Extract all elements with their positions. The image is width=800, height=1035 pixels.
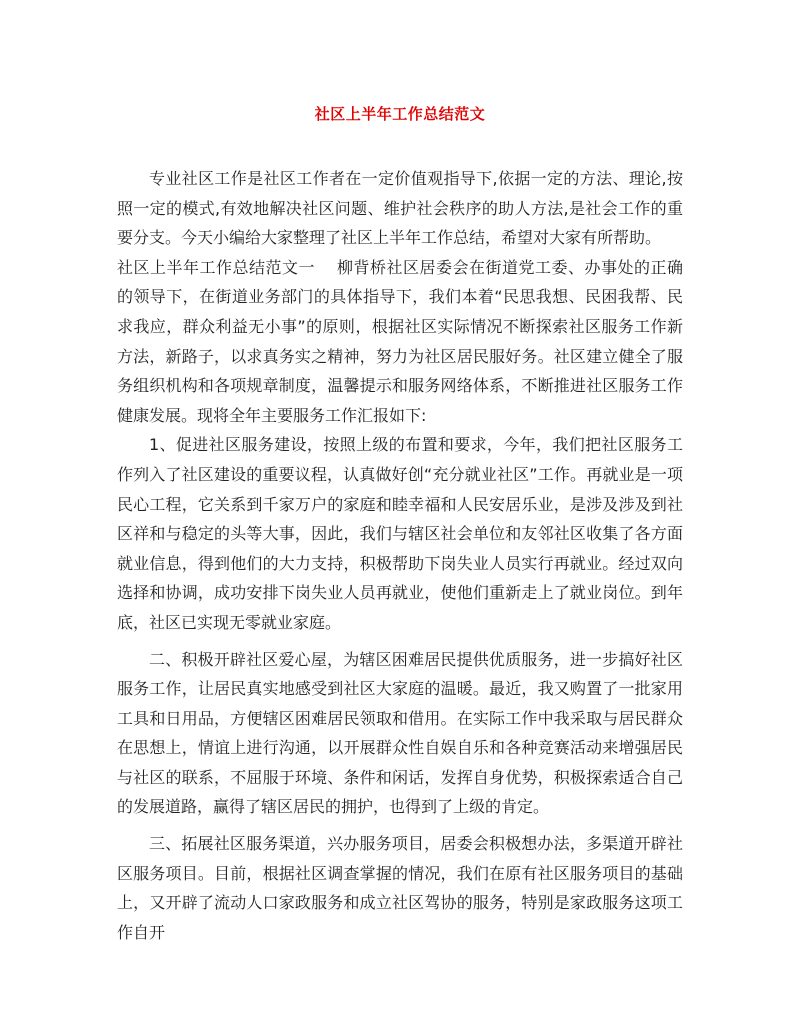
paragraph-2: 二、积极开辟社区爱心屋，为辖区困难居民提供优质服务，进一步搞好社区服务工作，让居民真实地感受到社区大家庭的温暖。最近，我又购置了一批家用工具和日用品，方便辖区困难居民领取和借用。在实际工作中我采取与居民群众在思想上，情谊上进行沟通，以开展群众性自娱自乐和各种竞赛活动来增强居民与社区的联系，不屈服于环境、条件和闲话，发挥自身优势，积极探索适合自己的发展道路，赢得了辖区居民的拥护，也得到了上级的肯定。 xyxy=(117,649,683,817)
intro-paragraph: 专业社区工作是社区工作者在一定价值观指导下,依据一定的方法、理论,按照一定的模式,有效地解决社区问题、维护社会秩序的助人方法,是社会工作的重要分支。今天小编给大家整理了社区上半年工作总结，希望对大家有所帮助。 xyxy=(117,169,683,248)
document-body xyxy=(117,164,683,947)
section-paragraph xyxy=(117,253,683,431)
section-text: 柳背桥社区居委会在街道党工委、办事处的正确的领导下，在街道业务部门的具体指导下，我们本着“民思我想、民困我帮、民求我应，群众利益无小事”的原则，根据社区实际情况不断探索社区服务工作新方法，新路子，以求真务实之精神，努力为社区居民服好务。社区建立健全了服务组织机构和各项规章制度，温馨提示和服务网络体系，不断推进社区服务工作健康发展。现将全年主要服务工作汇报如下: xyxy=(117,257,683,425)
paragraph-1: 1、促进社区服务建设，按照上级的布置和要求，今年，我们把社区服务工作列入了社区建设的重要议程，认真做好创“充分就业社区”工作。再就业是一项民心工程，它关系到千家万户的家庭和睦幸福和人民安居乐业，是涉及涉及到社区祥和与稳定的头等大事，因此，我们与辖区社会单位和友邻社区收集了各方面就业信息，得到他们的大力支持，积极帮助下岗失业人员实行再就业。经过双向选择和协调，成功安排下岗失业人员再就业，使他们重新走上了就业岗位。到年底，社区已实现无零就业家庭。 xyxy=(117,435,683,632)
paragraph-3: 三、拓展社区服务渠道，兴办服务项目，居委会积极想办法，多渠道开辟社区服务项目。目前，根据社区调查掌握的情况，我们在原有社区服务项目的基础上，又开辟了流动人口家政服务和成立社区驾协的服务，特别是家政服务这项工作自开 xyxy=(117,834,683,942)
section-heading: 社区上半年工作总结范文一 xyxy=(117,257,315,277)
document-title: 社区上半年工作总结范文 xyxy=(314,105,486,123)
